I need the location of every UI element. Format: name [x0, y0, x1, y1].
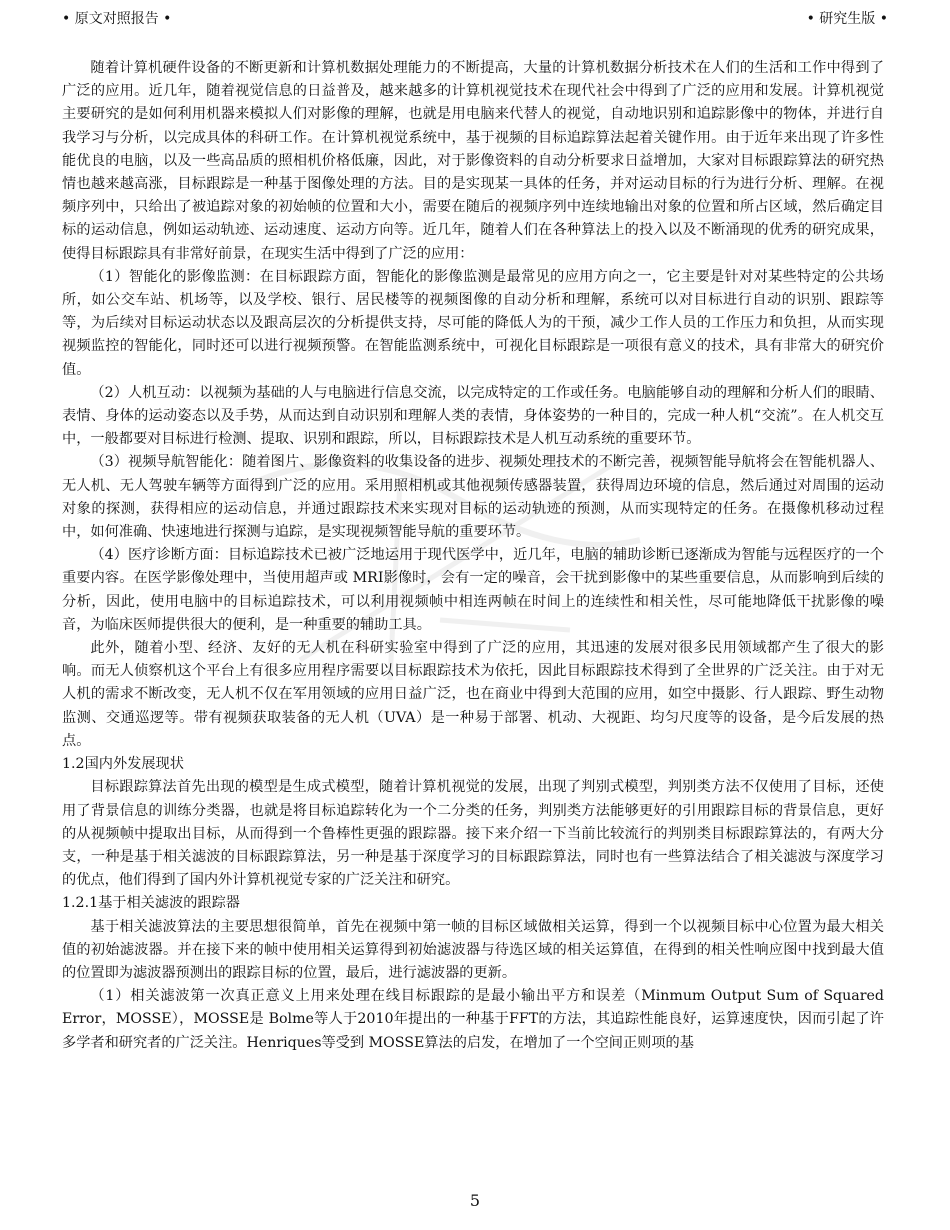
page-number: 5	[469, 1191, 481, 1210]
paragraph-video-monitoring: （1）智能化的影像监测：在目标跟踪方面，智能化的影像监测是最常见的应用方向之一，它主要是针对对某些特定的公共场所，如公交车站、机场等，以及学校、银行、居民楼等的视频图像的自动分析和理解，系统可以对目标进行自动的识别、跟踪等等，为后续对目标运动状态以及跟高层次的分析提供支持，尽可能的降低人为的干预，减少工作人员的工作压力和负担，从而实现视频监控的智能化，同时还可以进行视频预警。在智能监测系统中，可视化目标跟踪是一项很有意义的技术，具有非常大的研究价值。	[62, 268, 884, 378]
paragraph-research-status: 目标跟踪算法首先出现的模型是生成式模型，随着计算机视觉的发展，出现了判别式模型，判别类方法不仅使用了目标，还使用了背景信息的训练分类器，也就是将目标追踪转化为一个二分类的任务，判别类方法能够更好的引用跟踪目标的背景信息，更好的从视频帧中提取出目标，从而得到一个鲁棒性更强的跟踪器。接下来介绍一下当前比较流行的判别类目标跟踪算法的，有两大分支，一种是基于相关滤波的目标跟踪算法，另一种是基于深度学习的目标跟踪算法，同时也有一些算法结合了相关滤波与深度学习的优点，他们得到了国内外计算机视觉专家的广泛关注和研究。	[62, 779, 884, 889]
paragraph-intro: 随着计算机硬件设备的不断更新和计算机数据处理能力的不断提高，大量的计算机数据分析技术在人们的生活和工作中得到了广泛的应用。近几年，随着视觉信息的日益普及，越来越多的计算机视觉技术在现代社会中得到了广泛的应用和发展。计算机视觉主要研究的是如何利用机器来模拟人们对影像的理解，也就是用电脑来代替人的视觉，自动地识别和追踪影像中的物体，并进行自我学习与分析，以完成具体的科研工作。在计算机视觉系统中，基于视频的目标追踪算法起着关键作用。由于近年来出现了许多性能优良的电脑，以及一些高品质的照相机价格低廉，因此，对于影像资料的自动分析要求日益增加，大家对目标跟踪算法的研究热情也越来越高涨，目标跟踪是一种基于图像处理的方法。目的是实现某一具体的任务，并对运动目标的行为进行分析、理解。在视频序列中，只给出了被追踪对象的初始帧的位置和大小，需要在随后的视频序列中连续地输出对象的位置和所占区域，然后确定目标的运动信息，例如运动轨迹、运动速度、运动方向等。近几年，随着人们在各种算法上的投入以及不断涌现的优秀的研究成果，使得目标跟踪具有非常好前景，在现实生活中得到了广泛的应用：	[62, 60, 884, 262]
document-body	[62, 57, 884, 1055]
section-heading-1-2: 1.2国内外发展现状	[62, 756, 184, 773]
paragraph-video-navigation: （3）视频导航智能化：随着图片、影像资料的收集设备的进步、视频处理技术的不断完善，视频智能导航将会在智能机器人、无人机、无人驾驶车辆等方面得到广泛的应用。采用照相机或其他视频传感器装置，获得周边环境的信息，然后通过对周围的运动对象的探测，获得相应的运动信息，并通过跟踪技术来实现对目标的运动轨迹的预测，从而实现特定的任务。在摄像机移动过程中，如何准确、快速地进行探测与追踪，是实现视频智能导航的重要环节。	[62, 454, 884, 541]
header-report-type: • 原文对照报告 •	[62, 11, 172, 27]
paragraph-human-computer-interaction: （2）人机互动：以视频为基础的人与电脑进行信息交流，以完成特定的工作或任务。电脑能够自动的理解和分析人们的眼睛、表情、身体的运动姿态以及手势，从而达到自动识别和理解人类的表情，身体姿势的一种目的，完成一种人机“交流”。在人机交互中，一般都要对目标进行检测、提取、识别和跟踪，所以，目标跟踪技术是人机互动系统的重要环节。	[62, 384, 884, 448]
paragraph-medical-diagnosis: （4）医疗诊断方面：目标追踪技术已被广泛地运用于现代医学中，近几年，电脑的辅助诊断已逐渐成为智能与远程医疗的一个重要内容。在医学影像处理中，当使用超声或 MRI影像时，会有一定的噪音，会干扰到影像中的某些重要信息，从而影响到后续的分析，因此，使用电脑中的目标追踪技术，可以利用视频帧中相连两帧在时间上的连续性和相关性，尽可能地降低干扰影像的噪音，为临床医师提供很大的便利，是一种重要的辅助工具。	[62, 547, 884, 633]
paragraph-correlation-filter-idea: 基于相关滤波算法的主要思想很简单，首先在视频中第一帧的目标区域做相关运算，得到一个以视频目标中心位置为最大相关值的初始滤波器。并在接下来的帧中使用相关运算得到初始滤波器与待选区域的相关运算值，在得到的相关性响应图中找到最大值的位置即为滤波器预测出的跟踪目标的位置，最后，进行滤波器的更新。	[62, 918, 884, 981]
header-edition: • 研究生版 •	[806, 11, 888, 27]
paragraph-uav: 此外，随着小型、经济、友好的无人机在科研实验室中得到了广泛的应用，其迅速的发展对很多民用领域都产生了很大的影响。而无人侦察机这个平台上有很多应用程序需要以目标跟踪技术为依托，因此目标跟踪技术得到了全世界的广泛关注。由于对无人机的需求不断改变，无人机不仅在军用领域的应用日益广泛，也在商业中得到大范围的应用，如空中摄影、行人跟踪、野生动物监测、交通巡逻等。带有视频获取装备的无人机（UVA）是一种易于部署、机动、大视距、均匀尺度等的设备，是今后发展的热点。	[62, 640, 884, 749]
paragraph-mosse: （1）相关滤波第一次真正意义上用来处理在线目标跟踪的是最小输出平方和误差（Minmum Output Sum of Squared Error，MOSSE），MOSSE是 Bolme等人于2010年提出的一种基于FFT的方法，其追踪性能良好，运算速度快，因而引起了许多学者和研究者的广泛关注。Henriques等受到 MOSSE算法的启发，在增加了一个空间正则项的基	[62, 988, 884, 1051]
section-heading-1-2-1: 1.2.1基于相关滤波的跟踪器	[62, 895, 240, 912]
page-header	[62, 8, 888, 30]
